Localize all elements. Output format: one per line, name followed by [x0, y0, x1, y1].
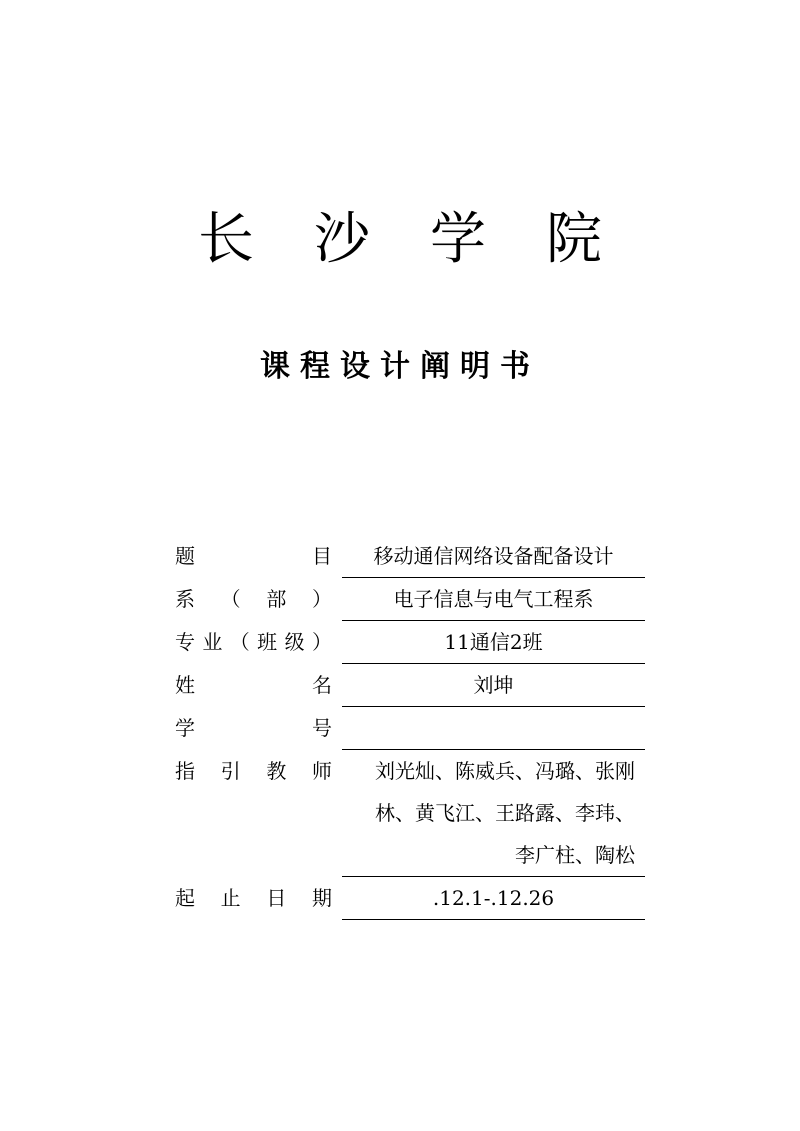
label-char: ）: [311, 630, 332, 654]
value-line: 移动通信网络设备配备设计: [373, 544, 614, 568]
info-table: [175, 535, 645, 920]
document-title: 课程设计阐明书: [260, 349, 540, 384]
field-row-major-class: [175, 621, 645, 664]
label-char: 目: [312, 544, 332, 568]
label-char: （: [229, 630, 250, 654]
label-char: 学: [175, 716, 195, 740]
value-line: .12.1-.12.26: [432, 886, 555, 910]
value-line: 电子信息与电气工程系: [393, 587, 594, 611]
field-value-department: [342, 578, 645, 621]
label-char: 教: [266, 759, 287, 783]
label-char: 部: [266, 587, 287, 611]
label-char: 名: [312, 673, 332, 697]
value-line: 李广柱、陶松: [515, 843, 635, 867]
label-char: 师: [311, 759, 332, 783]
label-char: 题: [175, 544, 195, 568]
field-value-topic: [342, 535, 645, 578]
field-row-topic: [175, 535, 645, 578]
school-char: 沙: [314, 207, 370, 272]
value-line: 林、黄飞江、王路露、李玮、: [375, 801, 635, 825]
field-row-advisors: [175, 750, 645, 877]
label-char: 号: [312, 716, 332, 740]
label-char: 级: [284, 630, 305, 654]
field-value-major-class: [342, 621, 645, 664]
field-label-dates: [175, 877, 332, 919]
value-line: 刘坤: [473, 673, 514, 697]
field-value-advisors: [342, 750, 645, 877]
field-label-student-id: [175, 707, 332, 749]
label-char: 专: [175, 630, 195, 654]
field-row-name: [175, 664, 645, 707]
label-char: 指: [175, 759, 195, 783]
label-char: 系: [175, 587, 195, 611]
label-char: 日: [266, 886, 287, 910]
label-char: 业: [202, 630, 223, 654]
field-row-dates: [175, 877, 645, 920]
label-char: （: [220, 587, 241, 611]
school-char: 长: [198, 207, 254, 272]
field-label-advisors: [175, 750, 332, 792]
field-value-student-id: [342, 707, 645, 750]
label-char: 班: [257, 630, 278, 654]
field-label-topic: [175, 535, 332, 577]
field-label-department: [175, 578, 332, 620]
label-char: 起: [175, 886, 195, 910]
field-row-student-id: [175, 707, 645, 750]
field-value-dates: [342, 877, 645, 920]
label-char: 姓: [175, 673, 195, 697]
label-char: 引: [220, 759, 241, 783]
school-name: [0, 200, 800, 280]
label-char: 止: [220, 886, 241, 910]
value-line: 11通信2班: [444, 630, 543, 654]
school-char: 学: [430, 207, 486, 272]
field-label-name: [175, 664, 332, 706]
field-label-major-class: [175, 621, 332, 663]
field-value-name: [342, 664, 645, 707]
label-char: ）: [311, 587, 332, 611]
label-char: 期: [311, 886, 332, 910]
school-char: 院: [546, 207, 602, 272]
field-row-department: [175, 578, 645, 621]
value-line: 刘光灿、陈威兵、冯璐、张刚: [375, 759, 635, 783]
